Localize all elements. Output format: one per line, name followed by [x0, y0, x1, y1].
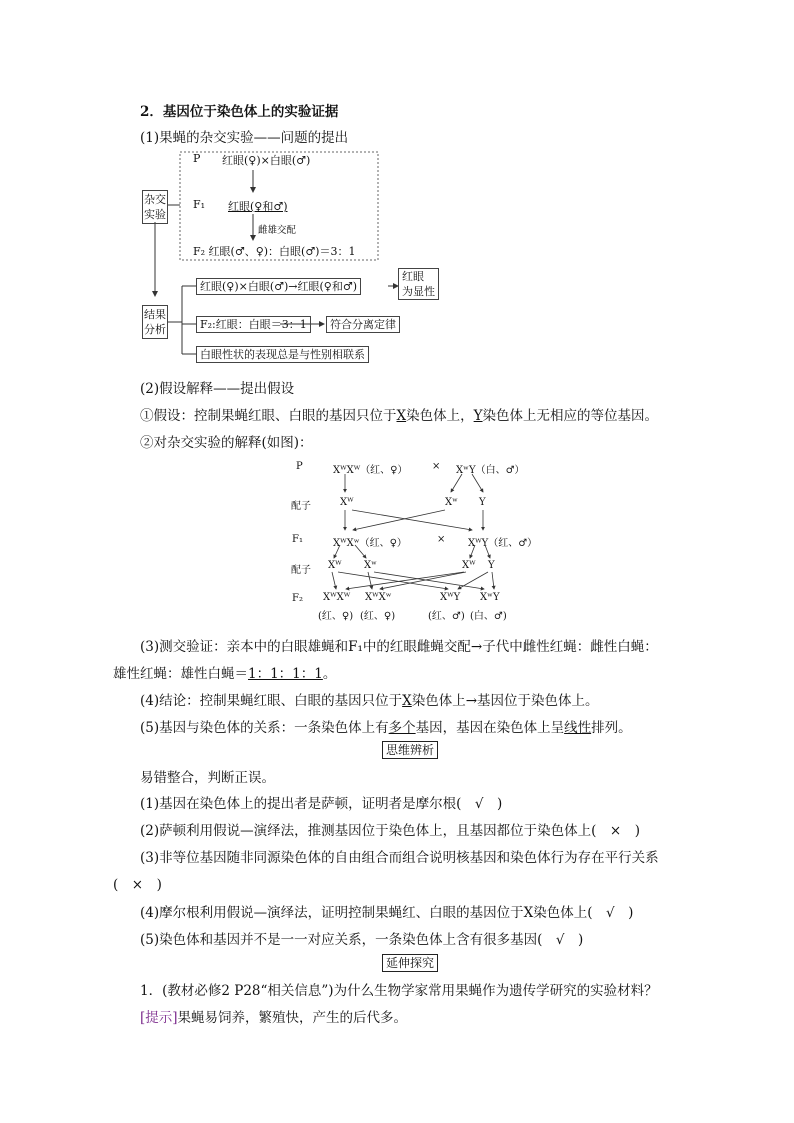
f2-phenotype-4: (白、♂)	[470, 611, 507, 622]
label-analysis-line2: 分析	[144, 323, 166, 336]
label-analysis-line1: 结果	[144, 308, 166, 321]
section-title: 2．基因位于染色体上的实验证据	[140, 104, 339, 120]
hyp-text-b: 染色体上，	[406, 408, 474, 424]
p-label: P	[193, 152, 201, 165]
f1-gamete-4: Y	[488, 560, 495, 571]
judge-q2: (2)萨顿利用假说—演绎法，推测基因位于染色体上，且基因都位于染色体上( × )	[140, 823, 640, 839]
judge-intro: 易错整合，判断正误。	[140, 770, 275, 786]
conclusion-b: 染色体上→基因位于染色体上。	[411, 693, 599, 709]
extend-answer	[140, 1006, 407, 1026]
relation	[140, 716, 632, 736]
f2-genotype-4: XʷY	[480, 592, 500, 603]
row-label-gamete-2: 配子	[291, 565, 311, 576]
p-times: ×	[432, 461, 441, 472]
f2-phenotype-3: (红、♂)	[428, 611, 465, 622]
hyp-x: X	[396, 408, 407, 424]
row-label-p: P	[296, 461, 303, 472]
f1-text: 红眼(♀和♂)	[228, 200, 288, 213]
conclusion-a: (4)结论：控制果蝇红眼、白眼的基因只位于	[140, 693, 403, 709]
f1-label: F₁	[193, 198, 206, 211]
f2-genotype-3: XᵂY	[440, 592, 461, 603]
answer-text: 果蝇易饲养，繁殖快，产生的后代多。	[177, 1010, 408, 1026]
conclusion	[140, 689, 599, 709]
judge-q5: (5)染色体和基因并不是一一对应关系，一条染色体上含有很多基因( √ )	[140, 932, 584, 948]
dominant-line2: 为显性	[402, 285, 435, 298]
row-label-gamete-1: 配子	[291, 501, 311, 512]
testcross-line2	[113, 662, 336, 682]
f1-male: XᵂY（红、♂）	[468, 538, 538, 549]
subsection-title: (1)果蝇的杂交实验——问题的提出	[140, 130, 349, 146]
result-row-2: F₂:红眼：白眼＝3：1	[196, 316, 311, 333]
p-male: XʷY（白、♂）	[456, 465, 525, 476]
relation-a: (5)基因与染色体的关系：一条染色体上有	[140, 720, 389, 736]
hyp-text-c: 染色体上无相应的等位基因。	[482, 408, 659, 424]
f1-gamete-3: Xᵂ	[462, 560, 476, 571]
f2-phenotype-2: (红、♀)	[360, 611, 396, 622]
hyp-y: Y	[473, 408, 483, 424]
testcross-text: 雄性红蝇：雄性白蝇＝	[113, 666, 248, 682]
result-segregation: 符合分离定律	[326, 316, 400, 333]
mate-text: 雌雄交配	[258, 225, 297, 236]
p-cross: 红眼(♀)×白眼(♂)	[222, 154, 311, 167]
f2-genotype-2: XᵂXʷ	[365, 592, 392, 603]
result-row-3: 白眼性状的表现总是与性别相联系	[196, 346, 369, 363]
judge-q3: (3)非等位基因随非同源染色体的自由组合而组合说明核基因和染色体行为存在平行关系	[140, 850, 659, 866]
f2-phenotype-1: (红、♀)	[318, 611, 354, 622]
banner-extend: 延伸探究	[382, 954, 438, 972]
f1-times: ×	[437, 534, 446, 545]
banner-thinking: 思维辨析	[382, 741, 438, 759]
extend-question: 1．(教材必修2 P28“相关信息”)为什么生物学家常用果蝇作为遗传学研究的实验材料？	[140, 983, 658, 999]
result-row-1: 红眼(♀)×白眼(♂)→红眼(♀和♂)	[196, 278, 361, 295]
judge-q4: (4)摩尔根利用假说—演绎法，证明控制果蝇红、白眼的基因位于X染色体上( √ )	[140, 905, 634, 921]
relation-many: 多个	[388, 720, 416, 736]
label-hybrid-line1: 杂交	[144, 193, 166, 206]
hypothesis-p2: ②对杂交实验的解释(如图)：	[140, 435, 313, 451]
judge-q3-answer: ( × )	[113, 877, 162, 893]
f1-gamete-1: Xᵂ	[328, 560, 342, 571]
relation-c: 排列。	[591, 720, 632, 736]
f2-text: F₂ 红眼(♂、♀)：白眼(♂)＝3：1	[193, 245, 356, 258]
hypothesis-title: (2)假设解释——提出假设	[140, 381, 295, 397]
row-label-f2: F₂	[292, 593, 303, 604]
relation-linear: 线性	[564, 720, 592, 736]
f1-female: XᵂXʷ（红、♀）	[333, 538, 407, 549]
judge-q1: (1)基因在染色体上的提出者是萨顿，证明者是摩尔根( √ )	[140, 796, 503, 812]
dominant-line1: 红眼	[402, 270, 424, 283]
testcross-line1: (3)测交验证：亲本中的白眼雄蝇和F₁中的红眼雌蝇交配→子代中雌性红蝇：雌性白蝇：	[140, 639, 658, 655]
hint-label: [提示]	[140, 1010, 178, 1026]
p-female: XᵂXᵂ（红、♀）	[333, 465, 408, 476]
f1-gamete-2: Xʷ	[364, 560, 377, 571]
gamete-xw-dominant: Xᵂ	[340, 497, 354, 508]
testcross-end: 。	[322, 666, 337, 682]
testcross-ratio: 1：1：1：1	[248, 666, 323, 682]
row-label-f1: F₁	[292, 534, 303, 545]
label-hybrid-line2: 实验	[144, 208, 166, 221]
gamete-xw-recessive: Xʷ	[445, 497, 458, 508]
relation-b: 基因，基因在染色体上呈	[415, 720, 565, 736]
f2-genotype-1: XᵂXᵂ	[323, 592, 351, 603]
gamete-y: Y	[479, 497, 486, 508]
hyp-text-a: ①假设：控制果蝇红眼、白眼的基因只位于	[140, 408, 397, 424]
conclusion-x: X	[402, 693, 412, 709]
